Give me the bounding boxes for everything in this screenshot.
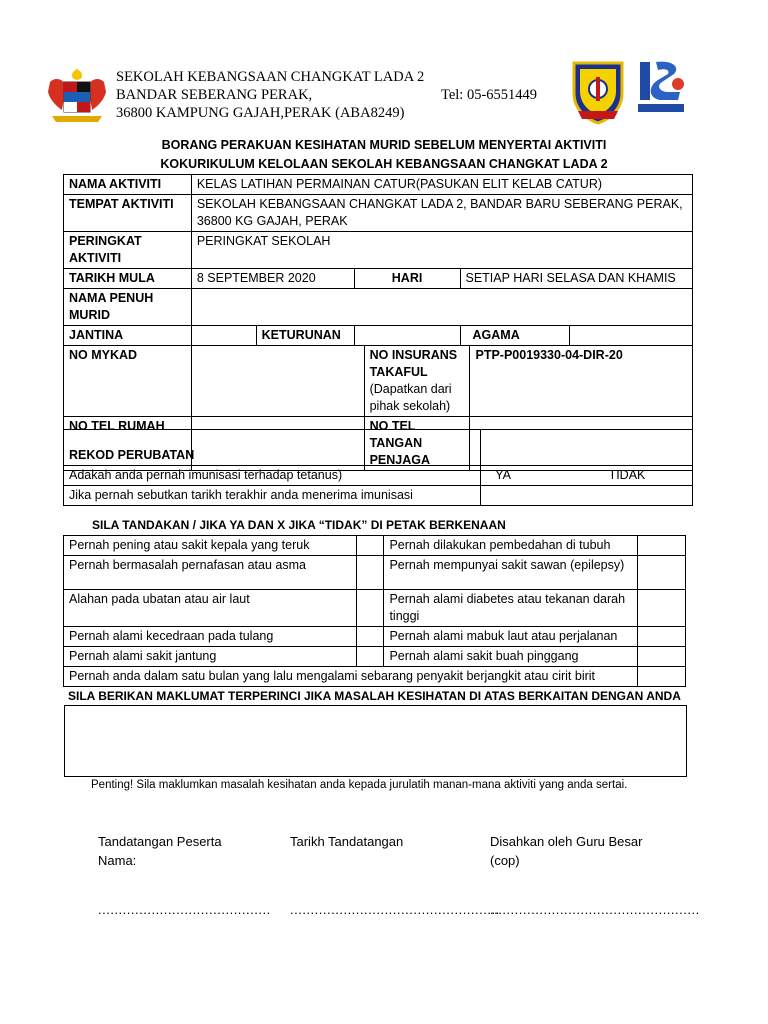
checklist-left-item: Pernah bermasalah pernafasan atau asma xyxy=(64,556,357,590)
checklist-instruction: SILA TANDAKAN / JIKA YA DAN X JIKA “TIDAK” DI PETAK BERKENAAN xyxy=(92,518,506,532)
mykad-label: NO MYKAD xyxy=(64,346,192,417)
nama-murid-field[interactable] xyxy=(191,289,692,326)
checklist-left-item: Pernah alami kecedraan pada tulang xyxy=(64,627,357,647)
nama-aktiviti-label: NAMA AKTIVITI xyxy=(64,175,192,195)
details-textarea[interactable] xyxy=(64,705,687,777)
form-title-line1: BORANG PERAKUAN KESIHATAN MURID SEBELUM MENYERTAI AKTIVITI xyxy=(161,138,607,152)
checklist-checkbox[interactable] xyxy=(356,647,384,667)
nama-aktiviti-value[interactable]: KELAS LATIHAN PERMAINAN CATUR(PASUKAN ELIT KELAB CATUR) xyxy=(191,175,692,195)
imunisasi-tidak[interactable]: TIDAK xyxy=(571,466,693,486)
school-tel: Tel: 05-6551449 xyxy=(441,87,538,103)
checklist-checkbox[interactable] xyxy=(638,536,686,556)
sig-cop-label: (cop) xyxy=(490,853,520,868)
sig-peserta-label: Tandatangan Peserta xyxy=(98,834,222,849)
checklist-left-item: Pernah alami sakit jantung xyxy=(64,647,357,667)
coat-of-arms-logo xyxy=(42,66,112,124)
imunisasi-date-field[interactable] xyxy=(481,486,693,506)
sig-tarikh-label: Tarikh Tandatangan xyxy=(290,834,404,849)
tempat-aktiviti-value[interactable]: SEKOLAH KEBANGSAAN CHANGKAT LADA 2, BANDAR BARU SEBERANG PERAK, 36800 KG GAJAH, PERAK xyxy=(191,195,692,232)
checklist-checkbox[interactable] xyxy=(356,536,384,556)
hari-value[interactable]: SETIAP HARI SELASA DAN KHAMIS xyxy=(460,269,693,289)
imunisasi-question: Adakah anda pernah imunisasi terhadap tetanus) xyxy=(64,466,481,486)
insurans-note: (Dapatkan dari pihak sekolah) xyxy=(369,382,452,413)
ministry-logo xyxy=(634,56,688,116)
sig-tarikh-line[interactable]: ................................................... xyxy=(290,902,500,917)
rekod-perubatan-field[interactable] xyxy=(481,430,693,466)
tempat-aktiviti-label: TEMPAT AKTIVITI xyxy=(64,195,192,232)
tel-rumah-label: NO TEL RUMAH xyxy=(64,417,192,471)
jantina-field[interactable] xyxy=(191,326,256,346)
checklist-right-item: Pernah alami sakit buah pinggang xyxy=(384,647,638,667)
sig-peserta-line[interactable]: .......................................... xyxy=(98,902,271,917)
checklist-checkbox[interactable] xyxy=(356,627,384,647)
peringkat-aktiviti-label: PERINGKAT AKTIVITI xyxy=(64,232,192,269)
checklist-checkbox[interactable] xyxy=(638,590,686,627)
health-checklist-table xyxy=(63,535,686,687)
checklist-checkbox[interactable] xyxy=(638,667,686,687)
imunisasi-date-question: Jika pernah sebutkan tarikh terakhir anda menerima imunisasi xyxy=(64,486,481,506)
checklist-right-item: Pernah mempunyai sakit sawan (epilepsy) xyxy=(384,556,638,590)
checklist-right-item: Pernah alami diabetes atau tekanan darah tinggi xyxy=(384,590,638,627)
sig-nama-label: Nama: xyxy=(98,853,137,868)
tarikh-mula-value[interactable]: 8 SEPTEMBER 2020 xyxy=(191,269,354,289)
mykad-field[interactable] xyxy=(191,346,364,417)
checklist-left-item: Pernah pening atau sakit kepala yang teruk xyxy=(64,536,357,556)
keturunan-label: KETURUNAN xyxy=(256,326,354,346)
tarikh-mula-label: TARIKH MULA xyxy=(64,269,192,289)
checklist-checkbox[interactable] xyxy=(356,590,384,627)
checklist-checkbox[interactable] xyxy=(356,556,384,590)
insurans-cell xyxy=(364,346,470,417)
agama-field[interactable] xyxy=(570,326,693,346)
school-address-line2: 36800 KAMPUNG GAJAH,PERAK (ABA8249) xyxy=(116,105,405,121)
imunisasi-ya[interactable]: YA xyxy=(481,466,571,486)
checklist-checkbox[interactable] xyxy=(638,647,686,667)
medical-record-table xyxy=(63,429,693,506)
form-title-line2: KOKURIKULUM KELOLAAN SEKOLAH KEBANGSAAN CHANGKAT LADA 2 xyxy=(160,157,608,171)
jantina-label: JANTINA xyxy=(64,326,192,346)
student-info-table xyxy=(63,174,693,471)
details-label: SILA BERIKAN MAKLUMAT TERPERINCI JIKA MASALAH KESIHATAN DI ATAS BERKAITAN DENGAN ANDA xyxy=(68,689,681,703)
checklist-last-item: Pernah anda dalam satu bulan yang lalu mengalami sebarang penyakit berjangkit atau cirit birit xyxy=(64,667,638,687)
tel-penjaga-label: NO TEL TANGAN PENJAGA xyxy=(364,417,470,471)
important-note: Penting! Sila maklumkan masalah kesihatan anda kepada jurulatih manan-mana aktiviti yang anda sertai. xyxy=(91,779,628,791)
insurans-value[interactable]: PTP-P0019330-04-DIR-20 xyxy=(470,346,693,417)
nama-murid-label: NAMA PENUH MURID xyxy=(64,289,192,326)
hari-label: HARI xyxy=(354,269,460,289)
school-name: SEKOLAH KEBANGSAAN CHANGKAT LADA 2 xyxy=(116,69,425,85)
checklist-right-item: Pernah dilakukan pembedahan di tubuh xyxy=(384,536,638,556)
checklist-checkbox[interactable] xyxy=(638,627,686,647)
checklist-left-item: Alahan pada ubatan atau air laut xyxy=(64,590,357,627)
school-crest-logo xyxy=(570,55,626,125)
rekod-perubatan-label: REKOD PERUBATAN xyxy=(64,430,481,466)
agama-label: AGAMA xyxy=(460,326,570,346)
keturunan-field[interactable] xyxy=(354,326,460,346)
checklist-checkbox[interactable] xyxy=(638,556,686,590)
checklist-right-item: Pernah alami mabuk laut atau perjalanan xyxy=(384,627,638,647)
sig-guru-label: Disahkan oleh Guru Besar xyxy=(490,834,643,849)
peringkat-aktiviti-value[interactable]: PERINGKAT SEKOLAH xyxy=(191,232,692,269)
insurans-label: NO INSURANS TAKAFUL xyxy=(369,348,458,379)
sig-guru-line[interactable]: ................................................... xyxy=(490,902,700,917)
school-address-line1: BANDAR SEBERANG PERAK, xyxy=(116,87,313,103)
